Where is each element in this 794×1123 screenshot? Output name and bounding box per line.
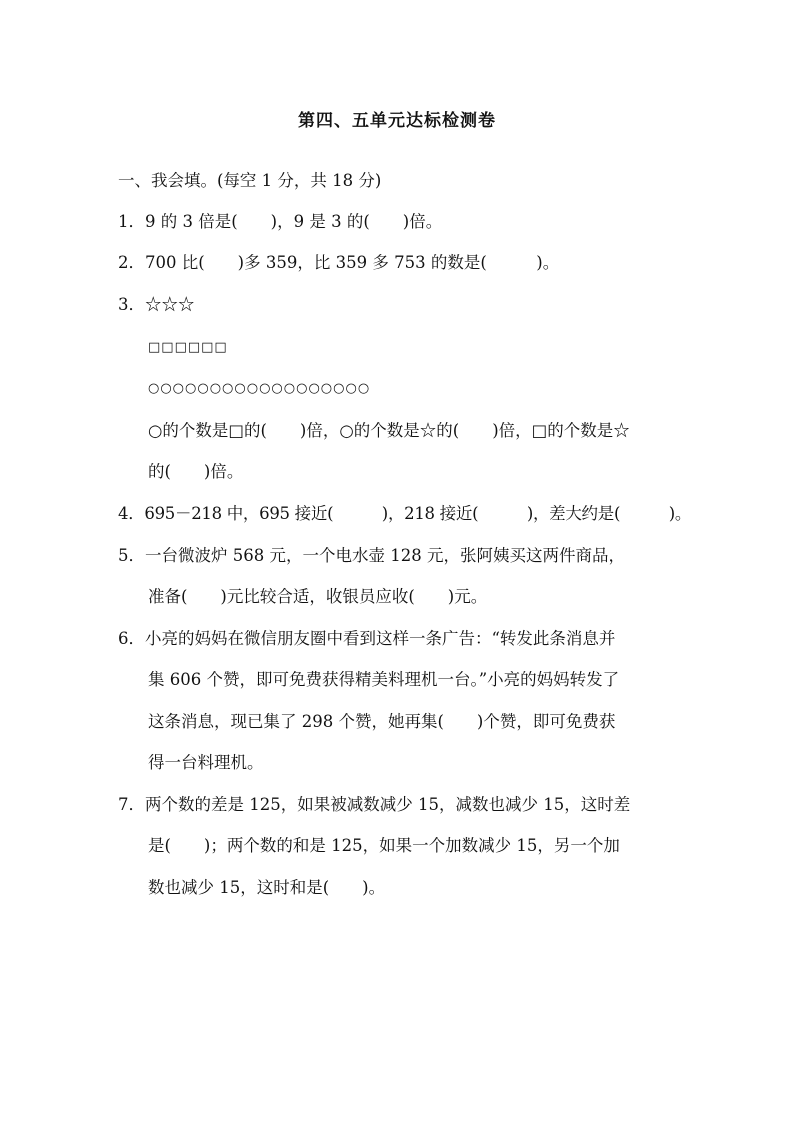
question-5-line-2: 准备( )元比较合适，收银员应收( )元。 (148, 587, 488, 606)
question-5-line-1: 5．一台微波炉 568 元，一个电水壶 128 元，张阿姨买这两件商品， (118, 546, 625, 565)
question-6-line-1: 6．小亮的妈妈在微信朋友圈中看到这样一条广告：“转发此条消息并 (118, 629, 616, 648)
question-3-stars: 3．☆☆☆ (118, 295, 195, 314)
question-2: 2．700 比( )多 359，比 359 多 753 的数是( )。 (118, 253, 560, 272)
question-7-line-3: 数也减少 15，这时和是( )。 (148, 878, 386, 897)
question-6-line-4: 得一台料理机。 (148, 753, 264, 772)
question-7-line-2: 是( )；两个数的和是 125，如果一个加数减少 15，另一个加 (148, 836, 620, 855)
question-7-line-1: 7．两个数的差是 125，如果被减数减少 15，减数也减少 15，这时差 (118, 795, 631, 814)
question-3-squares: □□□□□□ (148, 340, 228, 355)
question-4: 4．695－218 中，695 接近( )，218 接近( )，差大约是( )。 (118, 504, 692, 523)
question-3-text-line-1: ○的个数是□的( )倍，○的个数是☆的( )倍，□的个数是☆ (148, 421, 630, 440)
question-1: 1．9 的 3 倍是( )，9 是 3 的( )倍。 (118, 212, 443, 231)
question-6-line-3: 这条消息，现已集了 298 个赞，她再集( )个赞，即可免费获 (148, 712, 616, 731)
question-6-line-2: 集 606 个赞，即可免费获得精美料理机一台。”小亮的妈妈转发了 (148, 670, 620, 689)
section-heading: 一、我会填。(每空 1 分，共 18 分) (118, 171, 382, 190)
question-3-circles: ○○○○○○○○○○○○○○○○○○ (148, 381, 371, 396)
question-3-text-line-2: 的( )倍。 (148, 462, 244, 481)
page-title: 第四、五单元达标检测卷 (298, 111, 496, 131)
